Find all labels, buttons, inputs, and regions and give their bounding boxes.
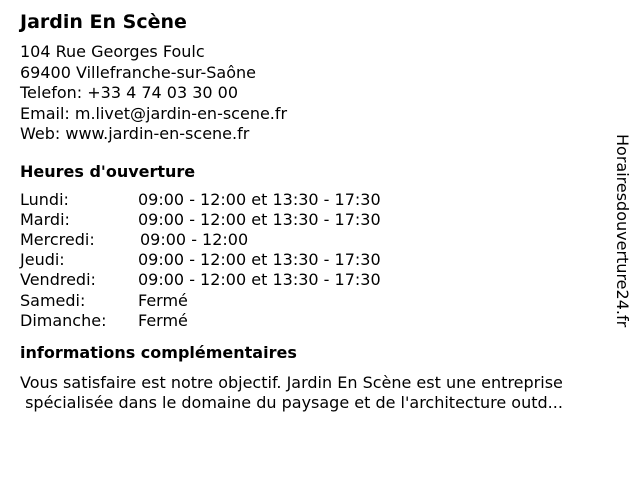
hours-row-friday <box>20 270 610 290</box>
hours-row-monday <box>20 190 610 210</box>
hours-row-wednesday <box>20 230 610 250</box>
address-line-city: 69400 Villefranche-sur-Saône <box>20 62 257 82</box>
web-line: Web: www.jardin-en-scene.fr <box>20 124 250 143</box>
site-watermark: Horairesdouverture24.fr <box>613 134 632 328</box>
day-label: Vendredi: <box>20 270 96 290</box>
address-line-street: 104 Rue Georges Foulc <box>20 42 205 61</box>
day-time: 09:00 - 12:00 et 13:30 - 17:30 <box>138 209 381 229</box>
day-time: 09:00 - 12:00 et 13:30 - 17:30 <box>138 270 381 290</box>
day-time: Fermé <box>138 310 188 330</box>
day-label: Lundi: <box>20 189 69 209</box>
day-time: Fermé <box>138 290 188 310</box>
day-label: Jeudi: <box>20 250 65 270</box>
hours-heading: Heures d'ouverture <box>20 161 196 181</box>
info-text-line-2: spécialisée dans le domaine du paysage et de l'architecture outd... <box>20 392 563 412</box>
opening-hours-table <box>20 190 610 331</box>
hours-row-tuesday <box>20 210 610 230</box>
info-text-line-1: Vous satisfaire est notre objectif. Jardin En Scène est une entreprise <box>20 372 563 392</box>
day-time: 09:00 - 12:00 <box>140 229 249 249</box>
email-line: Email: m.livet@jardin-en-scene.fr <box>20 103 288 123</box>
business-name: Jardin En Scène <box>20 11 187 33</box>
day-label: Samedi: <box>20 290 86 310</box>
day-label: Mardi: <box>20 209 70 229</box>
hours-row-saturday <box>20 291 610 311</box>
info-heading: informations complémentaires <box>20 342 297 362</box>
hours-row-sunday <box>20 311 610 331</box>
phone-line: Telefon: +33 4 74 03 30 00 <box>20 83 239 102</box>
info-description <box>20 373 610 413</box>
day-time: 09:00 - 12:00 et 13:30 - 17:30 <box>138 189 381 209</box>
day-label: Dimanche: <box>20 310 107 330</box>
day-label: Mercredi: <box>20 229 95 249</box>
day-time: 09:00 - 12:00 et 13:30 - 17:30 <box>138 250 381 270</box>
hours-row-thursday <box>20 250 610 270</box>
business-card <box>20 10 610 413</box>
contact-block <box>20 42 610 145</box>
